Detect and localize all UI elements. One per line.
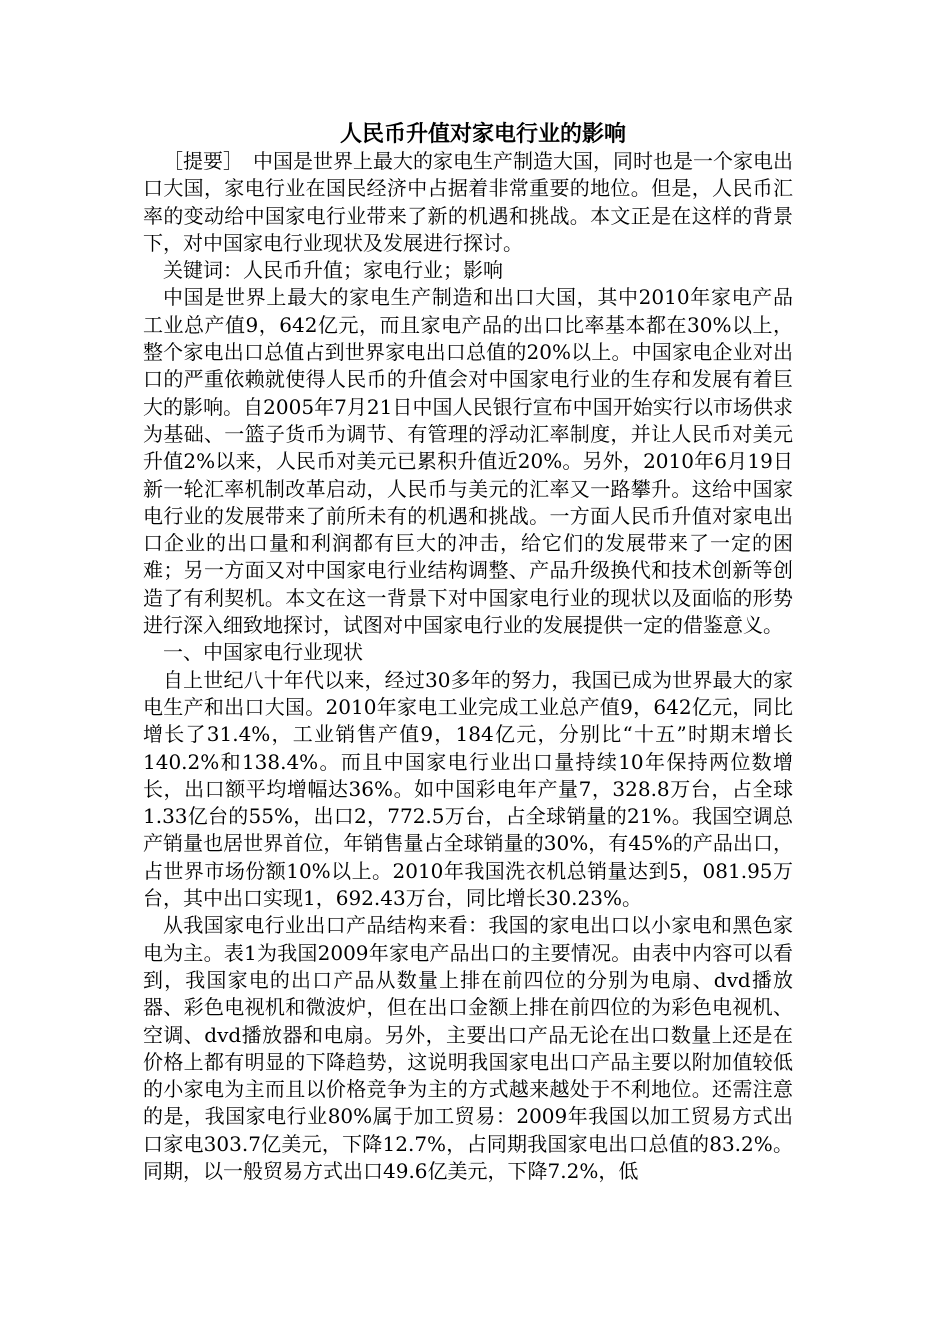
abstract-paragraph: ［提要］ 中国是世界上最大的家电生产制造大国，同时也是一个家电出口大国，家电行业在国民经济中占据着非常重要的地位。但是，人民币汇率的变动给中国家电行业带来了新的机遇和挑战。本文正是在这样的背景下，对中国家电行业现状及发展进行探讨。 (143, 149, 793, 255)
document-title: 人民币升值对家电行业的影响 (339, 122, 626, 147)
body-paragraph: 自上世纪八十年代以来，经过30多年的努力，我国已成为世界最大的家电生产和出口大国。2010年家电工业完成工业总产值9，642亿元，同比增长了31.4%，工业销售产值9，184亿元，分别比“十五”时期末增长140.2%和138.4%。而且中国家电行业出口量持续10年保持两位数增长，出口额平均增幅达36%。如中国彩电年产量7，328.8万台，占全球1.33亿台的55%，出口2，772.5万台，占全球销量的21%。我国空调总产销量也居世界首位，年销售量占全球销量的30%，有45%的产品出口，占世界市场份额10%以上。2010年我国洗衣机总销量达到5，081.95万台，其中出口实现1，692.43万台，同比增长30.23%。 (143, 667, 793, 911)
document-page (143, 120, 793, 1185)
body-paragraph: 从我国家电行业出口产品结构来看：我国的家电出口以小家电和黑色家电为主。表1为我国2009年家电产品出口的主要情况。由表中内容可以看到，我国家电的出口产品从数量上排在前四位的分别为电扇、dvd播放器、彩色电视机和微波炉，但在出口金额上排在前四位的为彩色电视机、空调、dvd播放器和电扇。另外，主要出口产品无论在出口数量上还是在价格上都有明显的下降趋势，这说明我国家电出口产品主要以附加值较低的小家电为主而且以价格竞争为主的方式越来越处于不利地位。还需注意的是，我国家电行业80%属于加工贸易：2009年我国以加工贸易方式出口家电303.7亿美元，下降12.7%，占同期我国家电出口总值的83.2%。同期，以一般贸易方式出口49.6亿美元，下降7.2%，低 (143, 913, 793, 1183)
keywords-paragraph: 关键词：人民币升值；家电行业；影响 (163, 258, 503, 283)
body-paragraph: 中国是世界上最大的家电生产制造和出口大国，其中2010年家电产品工业总产值9，642亿元，而且家电产品的出口比率基本都在30%以上，整个家电出口总值占到世界家电出口总值的20%以上。中国家电企业对出口的严重依赖就使得人民币的升值会对中国家电行业的生存和发展有着巨大的影响。自2005年7月21日中国人民银行宣布中国开始实行以市场供求为基础、一篮子货币为调节、有管理的浮动汇率制度，并让人民币对美元升值2%以来，人民币对美元已累积升值近20%。另外，2010年6月19日新一轮汇率机制改革启动，人民币与美元的汇率又一路攀升。这给中国家电行业的发展带来了前所未有的机遇和挑战。一方面人民币升值对家电出口企业的出口量和利润都有巨大的冲击，给它们的发展带来了一定的困难；另一方面又对中国家电行业结构调整、产品升级换代和技术创新等创造了有利契机。本文在这一背景下对中国家电行业的现状以及面临的形势进行深入细致地探讨，试图对中国家电行业的发展提供一定的借鉴意义。 (143, 285, 793, 638)
section-heading: 一、中国家电行业现状 (163, 640, 363, 665)
